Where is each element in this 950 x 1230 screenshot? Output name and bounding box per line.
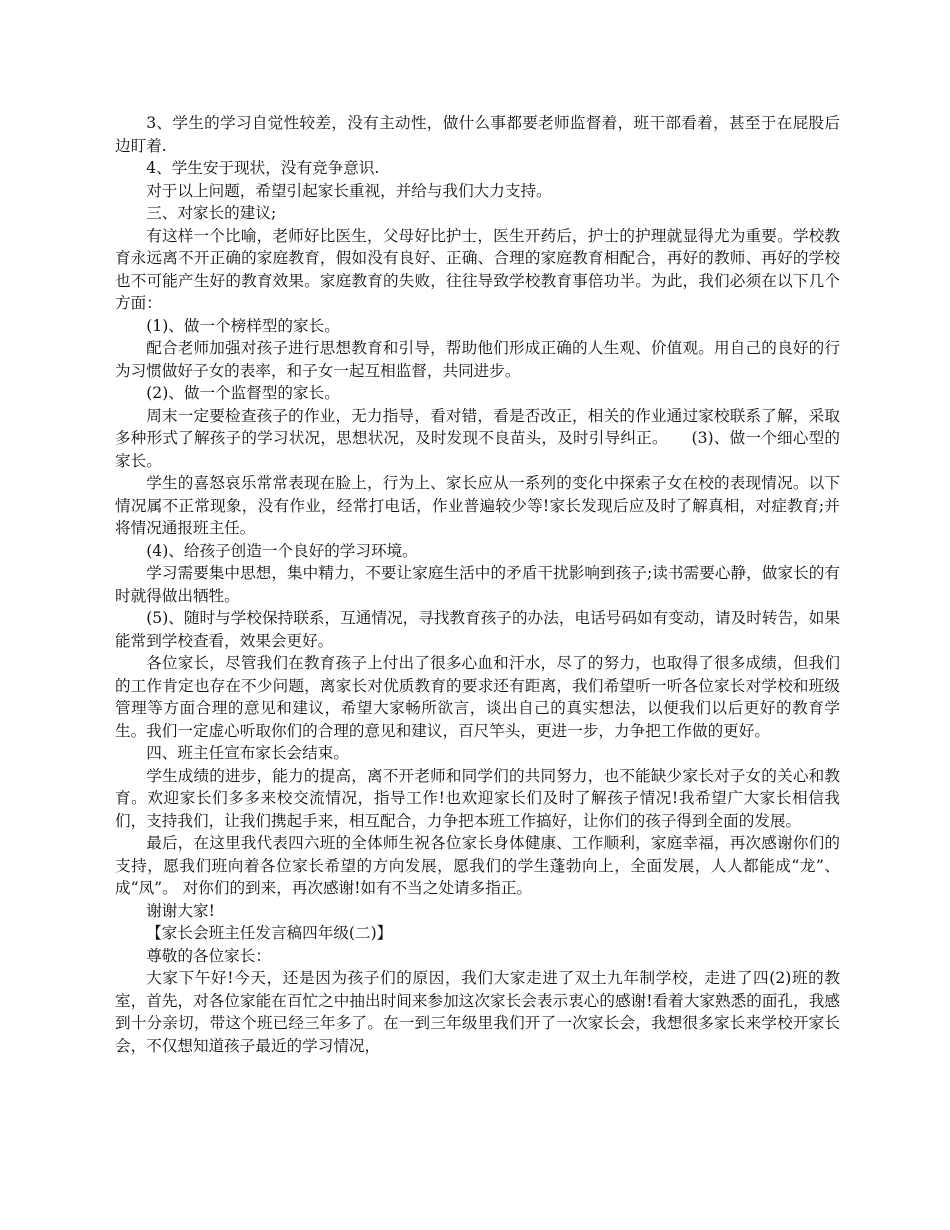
salutation: 尊敬的各位家长： xyxy=(146,946,271,965)
list-item-heading: (5)、随时与学校保持联系，互通情况，寻找教育孩子的办法，电话号码如有变动，请及时转告，如果能常到学校查看，效果会更好。 xyxy=(115,609,840,650)
paragraph: 学生成绩的进步，能力的提高，离不开老师和同学们的共同努力，也不能缺少家长对子女的关心和教育。欢迎家长们多多来校交流情况，指导工作!也欢迎家长们及时了解孩子情况!我希望广大家长相信我们，支持我们，让我们携起手来，相互配合，力争把本班工作搞好，让你们的孩子得到全面的发展。 xyxy=(115,766,840,830)
document-body xyxy=(115,112,840,1057)
paragraph: 对于以上问题，希望引起家长重视，并给与我们大力支持。 xyxy=(146,181,552,200)
paragraph: 配合老师加强对孩子进行思想教育和引导，帮助他们形成正确的人生观、价值观。用自己的良好的行为习惯做好子女的表率，和子女一起互相监督，共同进步。 xyxy=(115,339,840,380)
paragraph: 有这样一个比喻，老师好比医生，父母好比护士，医生开药后，护士的护理就显得尤为重要。学校教育永远离不开正确的家庭教育，假如没有良好、正确、合理的家庭教育相配合，再好的教师、再好的学校也不可能产生好的教育效果。家庭教育的失败，往往导致学校教育事倍功半。为此，我们必须在以下几个方面： xyxy=(115,226,840,312)
paragraph: 学习需要集中思想，集中精力，不要让家庭生活中的矛盾干扰影响到孩子;读书需要心静，做家长的有时就得做出牺牲。 xyxy=(115,564,840,605)
section-heading: 三、对家长的建议; xyxy=(146,204,277,222)
list-item-heading: (4)、给孩子创造一个良好的学习环境。 xyxy=(146,541,418,560)
paragraph: 各位家长，尽管我们在教育孩子上付出了很多心血和汗水，尽了的努力，也取得了很多成绩，但我们的工作肯定也存在不少问题，离家长对优质教育的要求还有距离，我们希望听一听各位家长对学校和班级管理等方面合理的意见和建议，希望大家畅所欲言，谈出自己的真实想法，以便我们以后更好的教育学生。我们一定虚心听取你们的合理的意见和建议，百尺竿头，更进一步，力争把工作做的更好。 xyxy=(115,654,840,740)
paragraph: 3、学生的学习自觉性较差，没有主动性，做什么事都要老师监督着，班干部看着，甚至于在屁股后边盯着. xyxy=(115,114,840,155)
closing-line: 谢谢大家! xyxy=(146,901,215,920)
paragraph: 大家下午好!今天，还是因为孩子们的原因，我们大家走进了双土九年制学校，走进了四(2)班的教室，首先，对各位家能在百忙之中抽出时间来参加这次家长会表示衷心的感谢!看着大家熟悉的面孔，我感到十分亲切，带这个班已经三年多了。在一到三年级里我们开了一次家长会，我想很多家长来学校开家长会，不仅想知道孩子最近的学习情况， xyxy=(115,969,840,1055)
paragraph: 最后，在这里我代表四六班的全体师生祝各位家长身体健康、工作顺利，家庭幸福，再次感谢你们的支持，愿我们班向着各位家长希望的方向发展，愿我们的学生蓬勃向上，全面发展，人人都能成“龙”、成“凤”。 对你们的到来，再次感谢!如有不当之处请多指正。 xyxy=(115,834,840,897)
paragraph: 周末一定要检查孩子的作业，无力指导，看对错，看是否改正，相关的作业通过家校联系了解，采取多种形式了解孩子的学习状况，思想状况，及时发现不良苗头，及时引导纠正。 (3)、做一个细心型的家长。 xyxy=(115,406,840,470)
list-item-heading: (1)、做一个榜样型的家长。 xyxy=(146,316,340,335)
paragraph: 4、学生安于现状，没有竞争意识. xyxy=(146,159,380,177)
section-heading: 四、班主任宣布家长会结束。 xyxy=(146,744,349,762)
paragraph: 学生的喜怒哀乐常常表现在脸上，行为上、家长应从一系列的变化中探索子女在校的表现情况。以下情况属不正常现象，没有作业，经常打电话，作业普遍较少等!家长发现后应及时了解真相，对症教育;并将情况通报班主任。 xyxy=(115,474,840,537)
list-item-heading: (2)、做一个监督型的家长。 xyxy=(146,384,340,402)
document-title: 【家长会班主任发言稿四年级(二)】 xyxy=(146,924,393,942)
